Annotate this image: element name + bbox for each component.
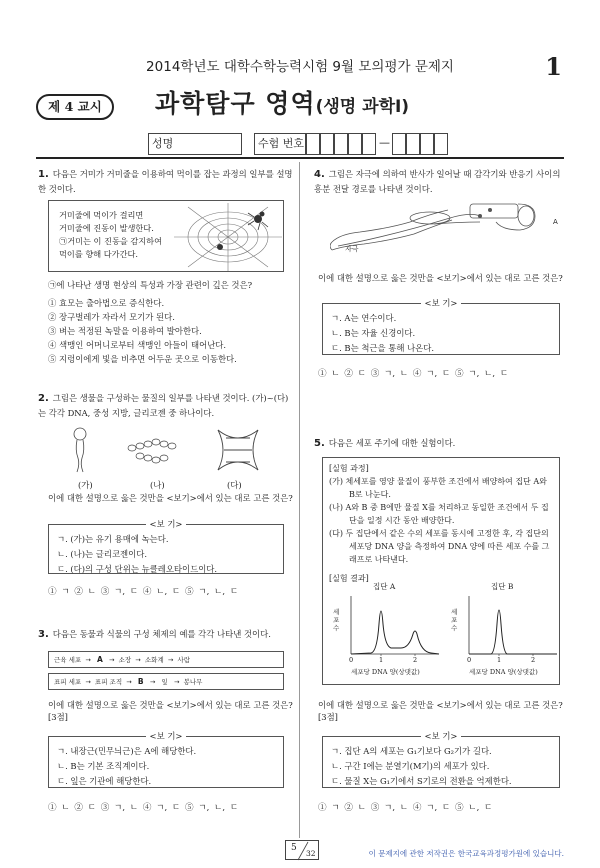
procedure-step: (다) 두 집단에서 같은 수의 세포를 동시에 고정한 후, 각 집단의 세포당 DNA 양을 측정하여 DNA 양에 따른 세포 수를 그래프로 나타낸다. — [329, 529, 550, 564]
tick-1: 1 — [497, 656, 502, 664]
bogi-item: ㄷ. B는 척근을 통해 나온다. — [331, 343, 435, 353]
tick-1: 1 — [379, 656, 384, 664]
q2-bogi-box — [48, 519, 284, 574]
bogi-item: ㄴ. B는 기본 조직계이다. — [57, 761, 150, 771]
choice-1[interactable]: ① 효모는 출아법으로 증식한다. — [48, 298, 165, 308]
question-text: 다음은 동물과 식물의 구성 체제의 예를 각각 나타낸 것이다. — [52, 629, 271, 639]
name-field[interactable] — [148, 133, 242, 155]
tick-0: 0 — [349, 656, 354, 664]
column-divider — [299, 162, 300, 838]
exam-no-digit[interactable] — [362, 133, 376, 155]
question-number: 4. — [314, 169, 325, 180]
label-na: (나) — [150, 480, 165, 490]
exam-no-dash: — — [379, 136, 390, 149]
spider-web-icon — [174, 203, 282, 271]
label-ga: (가) — [78, 480, 93, 490]
question-number: 3. — [38, 629, 49, 640]
q3-bogi-box — [48, 731, 284, 788]
bogi-title: <보 기> — [49, 730, 283, 742]
bogi-item: ㄱ. (가)는 유기 용매에 녹는다. — [57, 534, 169, 544]
q5-question: 이에 대한 설명으로 옳은 것만을 <보기>에서 있는 대로 고른 것은? [3점] — [318, 700, 563, 723]
fig-label-a: A — [553, 218, 558, 226]
exam-no-digit[interactable] — [320, 133, 334, 155]
bogi-item: ㄱ. 집단 A의 세포는 G₁기보다 G₂기가 길다. — [331, 746, 492, 756]
page-current: 5 — [291, 843, 297, 853]
bogi-item: ㄴ. (나)는 글리코젠이다. — [57, 549, 147, 559]
copyright-notice: 이 문제지에 관한 저작권은 한국교육과정평가원에 있습니다. — [368, 849, 564, 858]
graph-a-ylabel: 세포 수 — [333, 608, 340, 632]
bogi-item: ㄱ. 내장근(민무늬근)은 A에 해당한다. — [57, 746, 197, 756]
molecule-figure — [60, 424, 280, 476]
tick-2: 2 — [413, 656, 418, 664]
graph-b-title: 집단 B — [491, 582, 514, 591]
header-rule — [36, 157, 564, 159]
reflex-arc-figure — [330, 196, 560, 256]
choice-4[interactable]: ④ 색맹인 어머니로부터 색맹인 아들이 태어난다. — [48, 340, 227, 350]
q4-question: 이에 대한 설명으로 옳은 것만을 <보기>에서 있는 대로 고른 것은? — [318, 273, 563, 283]
page-total: 32 — [306, 849, 316, 858]
box-line: 거미줄에 진동이 발생한다. — [59, 223, 154, 233]
box-line: 거미줄에 먹이가 걸리면 — [59, 210, 144, 220]
dna-graph-a — [343, 594, 443, 664]
q3-question: 이에 대한 설명으로 옳은 것만을 <보기>에서 있는 대로 고른 것은? [3점] — [48, 700, 293, 723]
question-text: 그림은 자극에 의하여 반사가 일어날 때 감각기와 반응기 사이의 흥분 전달 경로를 나타낸 것이다. — [314, 169, 561, 194]
question-4 — [314, 168, 569, 195]
box-line: ㉠거미는 이 진동을 감지하여 — [59, 236, 162, 246]
question-number: 2. — [38, 393, 49, 404]
bogi-item: ㄷ. (다)의 구성 단위는 뉴클레오타이드이다. — [57, 564, 218, 574]
q4-bogi-box — [322, 298, 560, 355]
fig-label-stimulus: 자극 — [345, 245, 359, 253]
q5-experiment-box — [322, 457, 560, 685]
question-5 — [314, 437, 569, 452]
graph-a-title: 집단 A — [373, 582, 396, 591]
exam-no-digit[interactable] — [420, 133, 434, 155]
bogi-item: ㄷ. 잎은 기관에 해당한다. — [57, 776, 152, 786]
q5-options[interactable]: ① ㄱ ② ㄴ ③ ㄱ, ㄴ ④ ㄱ, ㄷ ⑤ ㄴ, ㄷ — [318, 803, 493, 813]
result-title: [실험 결과] — [329, 574, 369, 583]
graph-b-ylabel: 세포 수 — [451, 608, 458, 632]
dna-graph-b — [461, 594, 561, 664]
q4-options[interactable]: ① ㄴ ② ㄷ ③ ㄱ, ㄴ ④ ㄱ, ㄷ ⑤ ㄱ, ㄴ, ㄷ — [318, 369, 509, 379]
question-1 — [38, 168, 293, 195]
tick-0: 0 — [467, 656, 472, 664]
exam-no-digit[interactable] — [392, 133, 406, 155]
procedure-title: [실험 과정] — [329, 464, 369, 473]
label-da: (다) — [227, 480, 242, 490]
subject-main: 과학탐구 영역 — [155, 89, 316, 118]
graph-a-xlabel: 세포당 DNA 양(상댓값) — [351, 668, 420, 676]
choice-3[interactable]: ③ 벼는 적정된 녹말을 이용하여 발아한다. — [48, 326, 202, 336]
exam-title: 2014학년도 대학수학능력시험 9월 모의평가 문제지 — [146, 59, 454, 75]
question-number: 5. — [314, 438, 325, 449]
question-2 — [38, 392, 293, 419]
q2-options[interactable]: ① ㄱ ② ㄴ ③ ㄱ, ㄷ ④ ㄴ, ㄷ ⑤ ㄱ, ㄴ, ㄷ — [48, 587, 239, 597]
exam-no-digit[interactable] — [434, 133, 448, 155]
q5-bogi-box — [322, 731, 560, 788]
bogi-title: <보 기> — [323, 730, 559, 742]
question-text: 그림은 생물을 구성하는 물질의 일부를 나타낸 것이다. (가)~(다)는 각각 DNA, 중성 지방, 글리코젠 중 하나이다. — [38, 393, 289, 418]
subject-sub: (생명 과학Ⅰ) — [315, 97, 410, 117]
question-number: 1. — [38, 169, 49, 180]
bogi-item: ㄴ. B는 자율 신경이다. — [331, 328, 416, 338]
exam-no-digit[interactable] — [334, 133, 348, 155]
exam-no-label: 수험 번호 — [258, 137, 305, 150]
page-number: 1 — [545, 52, 562, 81]
bogi-item: ㄴ. 구간 Ⅰ에는 분열기(M기)의 세포가 있다. — [331, 761, 490, 771]
q3-options[interactable]: ① ㄴ ② ㄷ ③ ㄱ, ㄴ ④ ㄱ, ㄷ ⑤ ㄱ, ㄴ, ㄷ — [48, 803, 239, 813]
q3-flow-animal: 근육 세포 → A → 소장 → 소화계 → 사람 — [48, 651, 284, 668]
procedure-step: (가) 체세포를 영양 물질이 풍부한 조건에서 배양하여 집단 A와 B로 나눈다. — [329, 477, 547, 499]
q1-figure-box — [48, 200, 284, 272]
question-text: 다음은 세포 주기에 대한 실험이다. — [328, 438, 456, 448]
session-badge: 제 4 교시 — [36, 94, 114, 120]
bogi-title: <보 기> — [323, 297, 559, 309]
choice-2[interactable]: ② 장구벌레가 자라서 모기가 된다. — [48, 312, 175, 322]
question-text: 다음은 거미가 거미줄을 이용하여 먹이를 잡는 과정의 일부를 설명한 것이다. — [38, 169, 293, 194]
q2-question: 이에 대한 설명으로 옳은 것만을 <보기>에서 있는 대로 고른 것은? — [48, 493, 293, 503]
exam-no-label-cell — [254, 133, 306, 155]
q1-choices — [48, 296, 298, 366]
name-label: 성명 — [152, 137, 174, 150]
bogi-item: ㄷ. 물질 X는 G₁기에서 S기로의 전환을 억제한다. — [331, 776, 512, 786]
subject-title — [155, 86, 409, 122]
page-indicator — [285, 840, 319, 860]
q3-flow-plant: 표피 세포 → 표피 조직 → B → 잎 → 봉나무 — [48, 673, 284, 690]
exam-no-digit[interactable] — [306, 133, 320, 155]
q1-question: ㉠에 나타난 생명 현상의 특성과 가장 관련이 깊은 것은? — [48, 280, 253, 290]
box-line: 먹이를 향해 다가간다. — [59, 249, 138, 259]
procedure-step: (나) A와 B 중 B에만 물질 X를 처리하고 동일한 조건에서 두 집단을 일정 시간 동안 배양한다. — [329, 503, 549, 525]
tick-2: 2 — [531, 656, 536, 664]
question-3 — [38, 628, 293, 643]
choice-5[interactable]: ⑤ 지렁이에게 빛을 비추면 어두운 곳으로 이동한다. — [48, 354, 237, 364]
bogi-item: ㄱ. A는 연수이다. — [331, 313, 397, 323]
exam-no-digit[interactable] — [406, 133, 420, 155]
exam-no-digit[interactable] — [348, 133, 362, 155]
graph-b-xlabel: 세포당 DNA 양(상댓값) — [469, 668, 538, 676]
bogi-title: <보 기> — [49, 518, 283, 530]
